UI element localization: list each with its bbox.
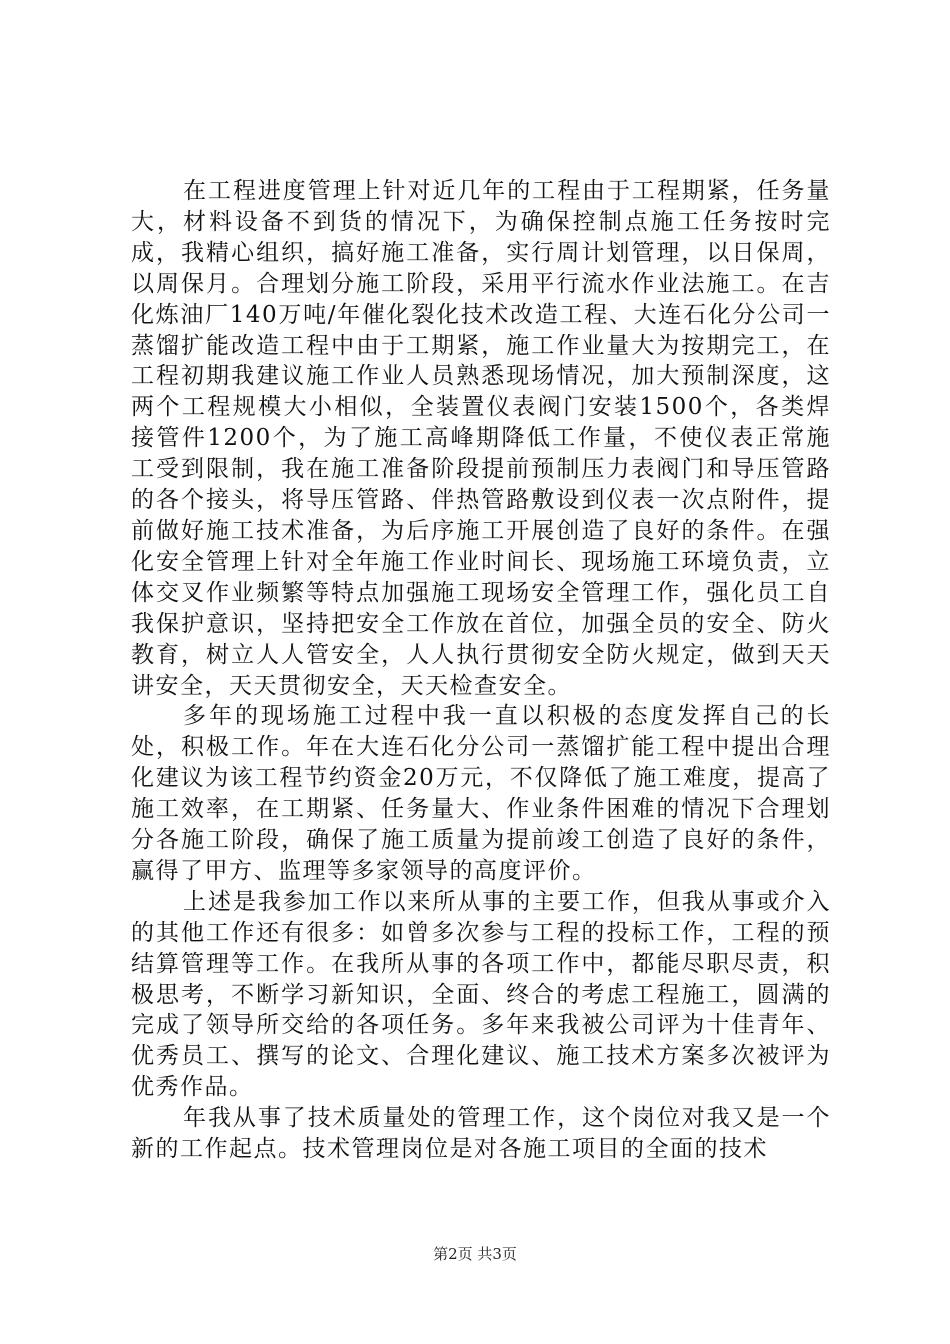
paragraph-site-construction: 多年的现场施工过程中我一直以积极的态度发挥自己的长处，积极工作。年在大连石化分公司一蒸馏扩能工程中提出合理化建议为该工程节约资金20万元，不仅降低了施工难度，提高了施工效率，在工期紧、任务量大、作业条件困难的情况下合理划分各施工阶段，确保了施工质量为提前竣工创造了良好的条件，赢得了甲方、监理等多家领导的高度评价。: [131, 703, 831, 884]
paragraph-progress-and-safety: 在工程进度管理上针对近几年的工程由于工程期紧，任务量大，材料设备不到货的情况下，为确保控制点施工任务按时完成，我精心组织，搞好施工准备，实行周计划管理，以日保周，以周保月。合理划分施工阶段，采用平行流水作业法施工。在吉化炼油厂140万吨/年催化裂化技术改造工程、大连石化分公司一蒸馏扩能改造工程中由于工期紧，施工作业量大为按期完工，在工程初期我建议施工作业人员熟悉现场情况，加大预制深度，这两个工程规模大小相似，全装置仪表阀门安装1500个，各类焊接管件1200个，为了施工高峰期降低工作量，不使仪表正常施工受到限制，我在施工准备阶段提前预制压力表阀门和导压管路的各个接头，将导压管路、伴热管路敷设到仪表一次点附件，提前做好施工技术准备，为后序施工开展创造了良好的条件。在强化安全管理上针对全年施工作业时间长、现场施工环境负责，立体交叉作业频繁等特点加强施工现场安全管理工作，强化员工自我保护意识，坚持把安全工作放在首位，加强全员的安全、防火教育，树立人人管安全，人人执行贯彻安全防火规定，做到天天讲安全，天天贯彻安全，天天检查安全。: [131, 178, 831, 699]
document-body: [131, 176, 831, 1165]
paragraph-other-work: 上述是我参加工作以来所从事的主要工作，但我从事或介入的其他工作还有很多：如曾多次参与工程的投标工作，工程的预结算管理等工作。在我所从事的各项工作中，都能尽职尽责，积极思考，不断学习新知识，全面、终合的考虑工程施工，圆满的完成了领导所交给的各项任务。多年来我被公司评为十佳青年、优秀员工、撰写的论文、合理化建议、施工技术方案多次被评为优秀作品。: [131, 888, 831, 1101]
paragraph-technical-management: 年我从事了技术质量处的管理工作，这个岗位对我又是一个新的工作起点。技术管理岗位是对各施工项目的全面的技术: [131, 1105, 831, 1163]
page-number-footer: 第2页 共3页: [433, 1245, 517, 1263]
